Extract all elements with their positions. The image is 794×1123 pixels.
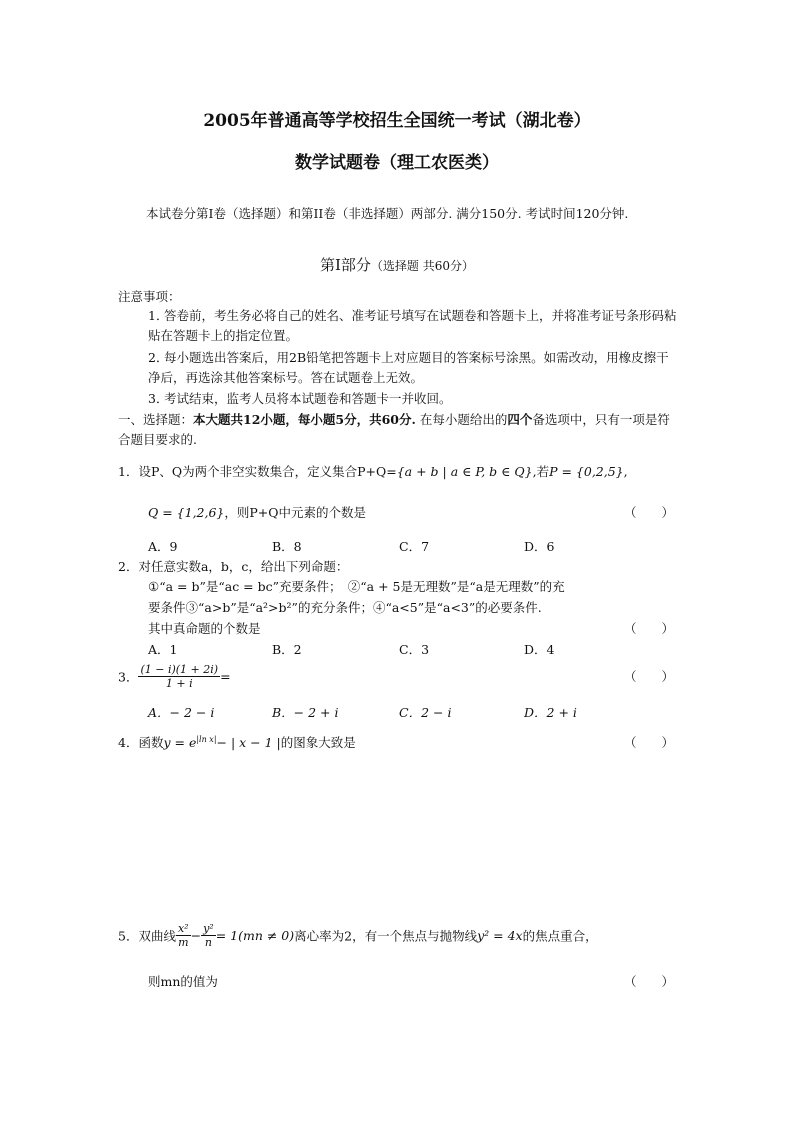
question-text: 设P、Q为两个非空实数集合，定义集合P+Q= [138,464,397,479]
choice-d: D．2 + i [524,705,577,720]
question-number: 3． [118,669,139,685]
notice-item-text: 答卷前，考生务必将自己的姓名、准考证号填写在试题卷和答题卡上，并将准考证号条形码粘贴在答题卡上的指定位置。 [148,308,677,343]
choice-b: B．2 [272,642,302,657]
choice-b: B．8 [272,539,302,554]
fraction-numerator: y² [203,922,214,935]
question-5 [118,922,598,949]
fraction-denominator: m [178,936,189,949]
section-label: 一、选择题： [118,412,194,427]
notice-item [148,348,678,388]
question-text-b: 的图象大致是 [280,735,356,750]
notice-item [148,389,678,409]
question-text-c: 的焦点重合， [522,928,598,944]
part-note: （选择题 共60分） [370,259,475,273]
set-p: P = {0,2,5} [549,464,624,479]
question-number: 4． [118,735,139,750]
notice-item-text: 考试结束，监考人员将本试题卷和答题卡一并收回。 [164,391,452,406]
choice-b: B．− 2 + i [272,705,339,720]
minus: − [190,928,202,943]
answer-blank: （ ） [623,735,674,750]
notice-item-num: 3． [148,391,169,406]
notice-heading: 注意事项： [118,289,181,304]
question-3 [118,663,231,690]
question-text: 双曲线 [138,928,176,944]
set-definition: {a + b | a ∈ P, b ∈ Q} [396,464,533,479]
question-1 [118,462,628,480]
question-2-line-3: 要条件③“a>b”是“a²>b²”的充分条件；④“a<5”是“a<3”的必要条件. [148,600,542,615]
intro-paragraph: 本试卷分第I卷（选择题）和第II卷（非选择题）两部分. 满分150分. 考试时间120分钟. [146,206,629,221]
question-2-line-2: ①“a = b”是“ac = bc”充要条件； ②“a + 5是无理数”是“a是无理数”的充 [148,579,565,594]
set-q: Q = {1,2,6} [148,505,225,520]
comma: , [623,464,628,479]
question-text-b: ,若 [532,464,550,479]
choice-a: A．− 2 − i [148,705,215,720]
choice-d: D．6 [524,539,555,554]
choice-a: A．9 [148,539,178,554]
question-text-2: ，则P+Q中元素的个数是 [224,505,367,520]
answer-blank: （ ） [623,669,674,684]
part-main: 第I部分 [319,256,371,274]
section-text: 在每小题给出的 [415,412,508,427]
notice-item [148,306,678,346]
question-2-line-4: 其中真命题的个数是 [148,621,261,636]
answer-blank: （ ） [623,505,674,520]
equation: = 1(mn ≠ 0) [215,928,295,943]
notice-item-num: 2． [148,350,169,365]
question-5-line-2: 则mn的值为 [148,974,218,989]
notice-item-num: 1． [148,308,169,323]
function-formula-b: − | x − 1 | [216,735,281,750]
question-1-line-2 [148,503,366,521]
part-heading [0,254,794,275]
parabola: y² = 4x [477,928,523,943]
fraction-x [176,922,191,949]
question-number: 5． [118,928,139,944]
exponent: |ln x| [196,734,217,744]
fraction-denominator: n [204,936,212,949]
fraction-numerator: (1 − i)(1 + 2i) [140,663,219,676]
section-heading [118,410,678,450]
choice-c: C．3 [399,642,430,657]
section-text-2: 备选项中，只有一项是符合题目要求的. [118,412,670,447]
fraction [138,663,220,690]
question-number: 1． [118,464,139,479]
fraction-numerator: x² [177,922,189,935]
choice-a: A．1 [148,642,178,657]
answer-blank: （ ） [623,974,674,989]
fraction-y [201,922,216,949]
choice-c: C．2 − i [399,705,452,720]
section-bold-2: 四个 [507,412,533,427]
page-title: 2005年普通高等学校招生全国统一考试（湖北卷） [203,111,591,131]
question-text-b: 离心率为2，有一个焦点与抛物线 [294,928,478,944]
question-4 [118,733,356,751]
notice-item-text: 每小题选出答案后，用2B铅笔把答题卡上对应题目的答案标号涂黑。如需改动，用橡皮擦干净后，再选涂其他答案标号。答在试题卷上无效。 [148,350,669,385]
page-subtitle: 数学试题卷（理工农医类） [295,153,499,173]
choice-c: C．7 [399,539,430,554]
function-formula: y = e [163,735,197,750]
question-text: 对任意实数a，b，c，给出下列命题： [138,559,349,574]
question-2 [118,557,348,575]
equals: = [220,669,231,684]
fraction-denominator: 1 + i [165,677,193,690]
question-text: 函数 [138,735,164,750]
question-number: 2． [118,559,139,574]
choice-d: D．4 [524,642,555,657]
answer-blank: （ ） [623,621,674,636]
section-bold: 本大题共12小题，每小题5分，共60分. [193,412,416,427]
